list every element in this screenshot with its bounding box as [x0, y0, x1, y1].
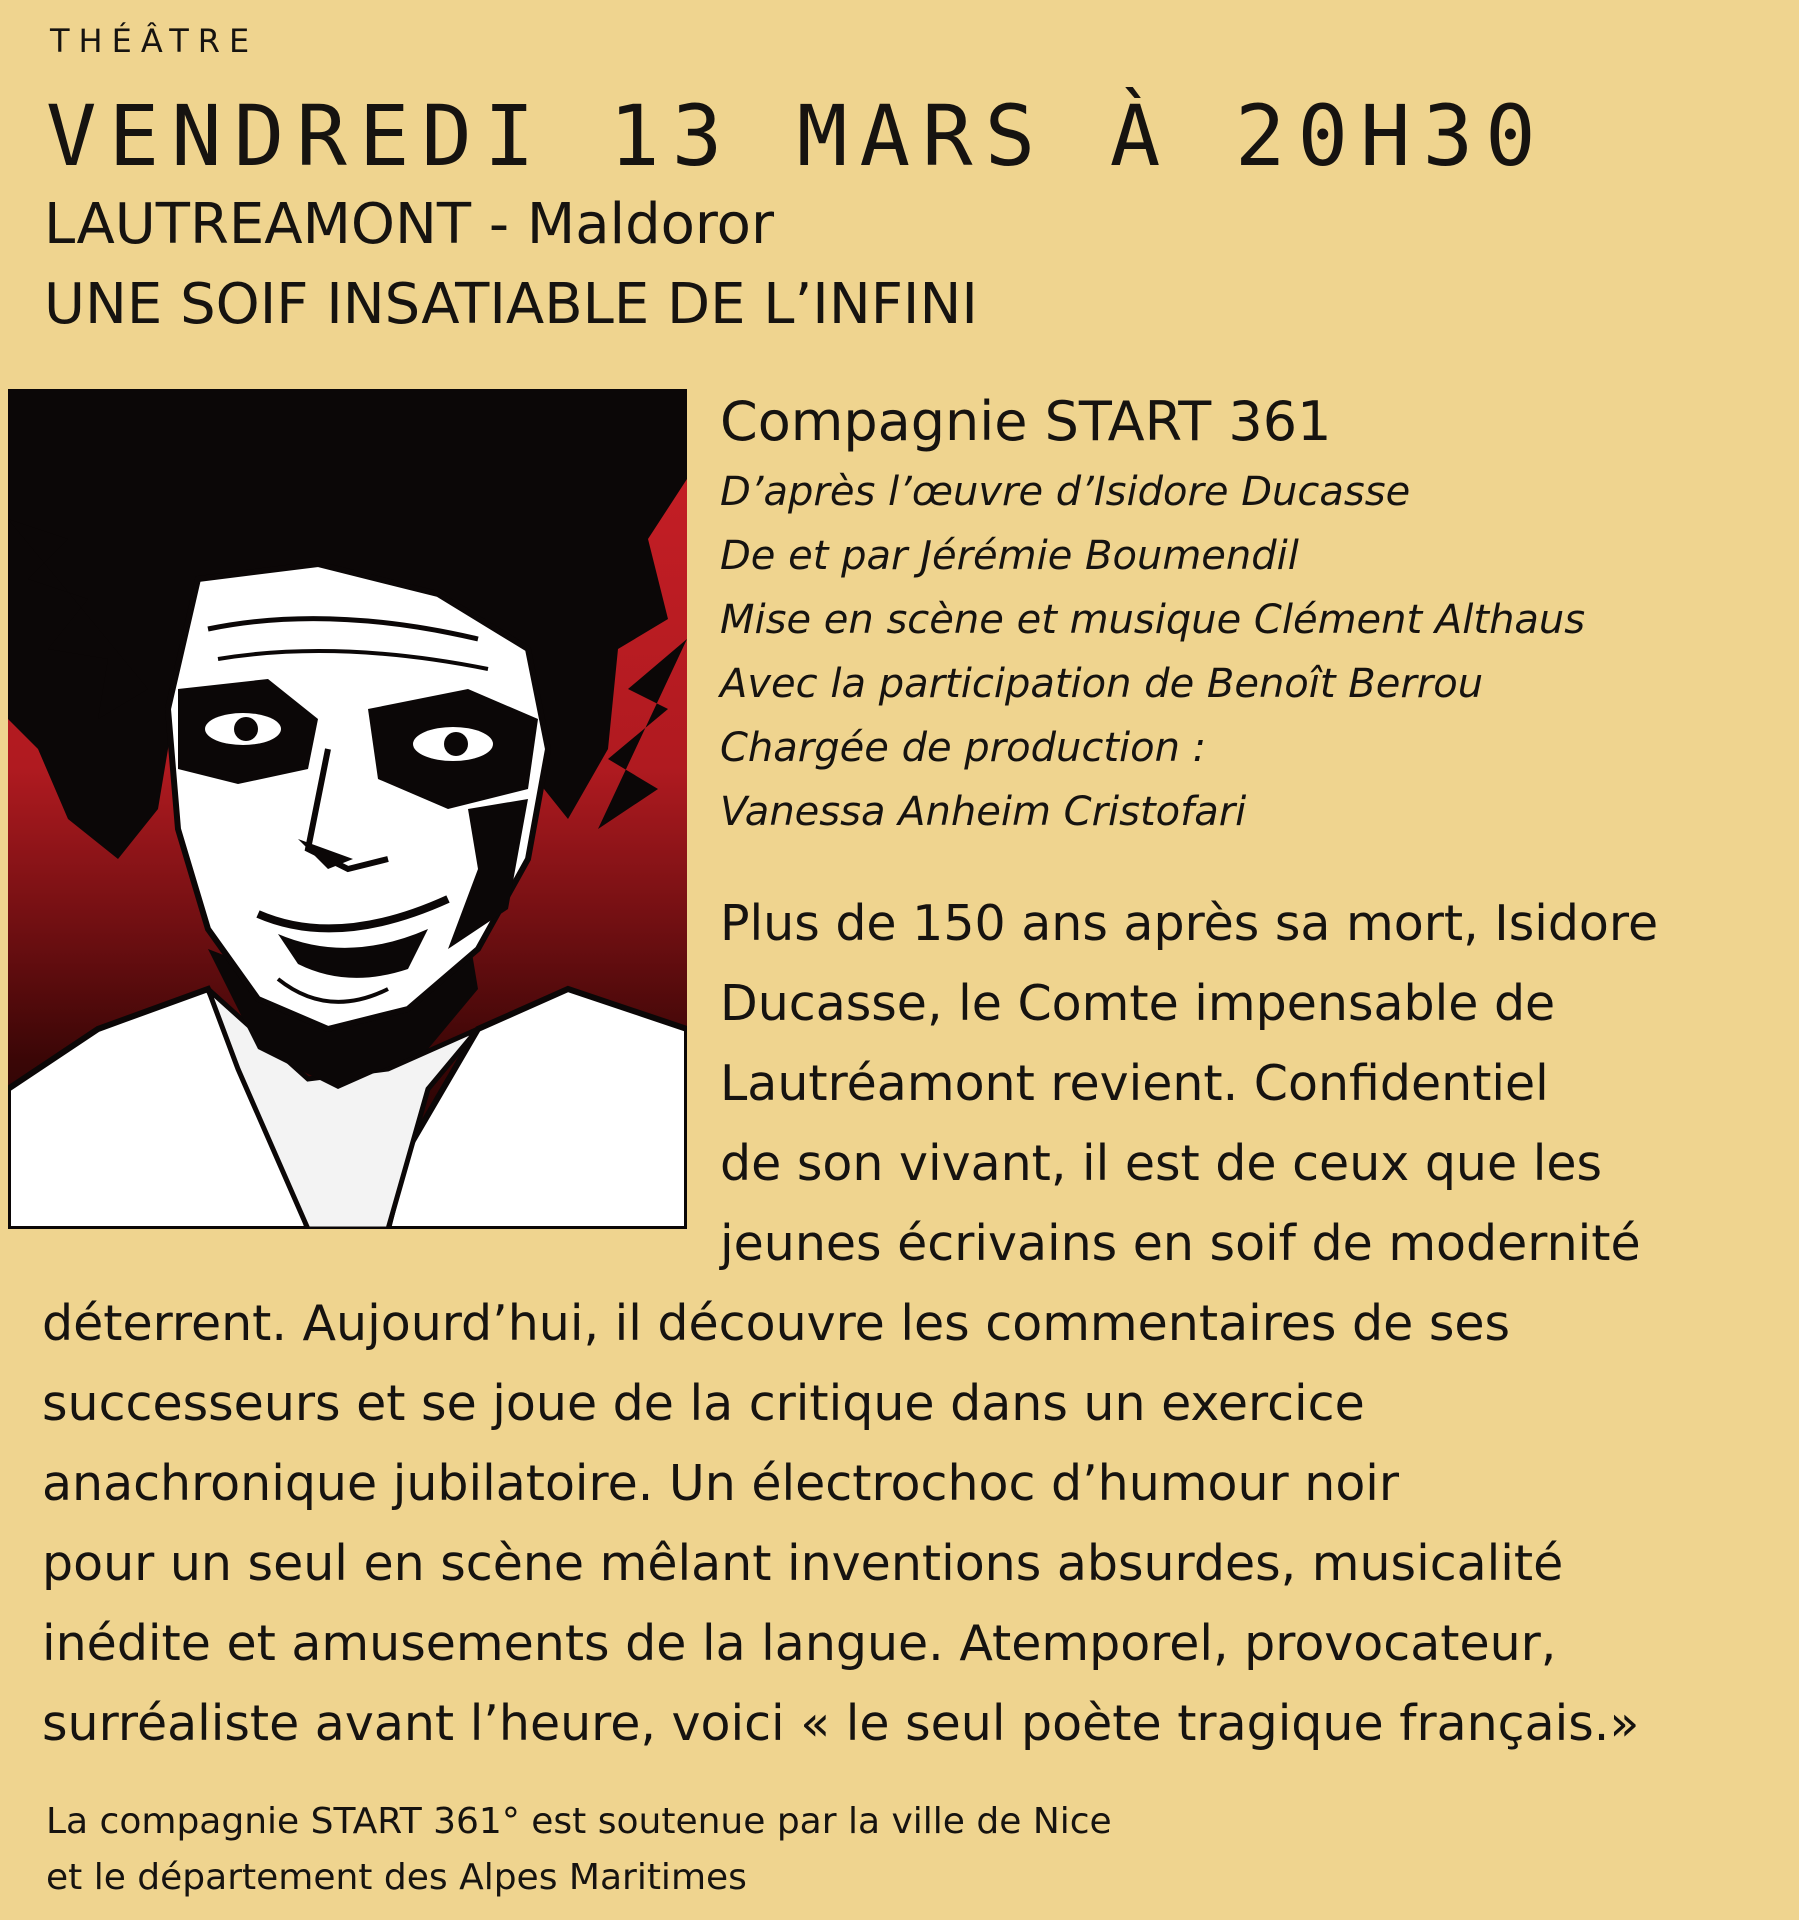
credits-list: [720, 460, 1585, 844]
description-line: déterrent. Aujourd’hui, il découvre les commentaires de ses: [42, 1295, 1511, 1352]
description-line: Lautréamont revient. Confidentiel: [720, 1055, 1549, 1112]
description-line: inédite et amusements de la langue. Atemporel, provocateur,: [42, 1615, 1557, 1672]
category-label: THÉÂTRE: [50, 22, 259, 60]
description-line: de son vivant, il est de ceux que les: [720, 1135, 1602, 1192]
credit-line: Mise en scène et musique Clément Althaus: [720, 597, 1586, 643]
credit-line: Chargée de production :: [720, 725, 1207, 771]
credit-line: Vanessa Anheim Cristofari: [720, 789, 1247, 835]
description-line: Ducasse, le Comte impensable de: [720, 975, 1556, 1032]
sponsor-line: et le département des Alpes Maritimes: [46, 1857, 747, 1898]
description-line: jeunes écrivains en soif de modernité: [720, 1215, 1641, 1272]
show-subtitle: UNE SOIF INSATIABLE DE L’INFINI: [44, 272, 978, 337]
description-line: successeurs et se joue de la critique dans un exercice: [42, 1375, 1365, 1432]
sponsor-note: [46, 1794, 1112, 1906]
maldoror-portrait-illustration: [8, 389, 687, 1229]
credit-line: Avec la participation de Benoît Berrou: [720, 661, 1484, 707]
description-line: surréaliste avant l’heure, voici « le seul poète tragique français.»: [42, 1695, 1640, 1752]
description-beside-image: [720, 884, 1658, 1284]
portrait-icon: [8, 389, 687, 1229]
credit-line: D’après l’œuvre d’Isidore Ducasse: [720, 469, 1411, 515]
show-title: LAUTREAMONT - Maldoror: [44, 192, 774, 257]
description-line: Plus de 150 ans après sa mort, Isidore: [720, 895, 1659, 952]
credit-line: De et par Jérémie Boumendil: [720, 533, 1299, 579]
company-name: Compagnie START 361: [720, 390, 1332, 453]
description-line: pour un seul en scène mêlant inventions absurdes, musicalité: [42, 1535, 1564, 1592]
description-full-width: [42, 1284, 1639, 1764]
description-line: anachronique jubilatoire. Un électrochoc d’humour noir: [42, 1455, 1400, 1512]
event-date: VENDREDI 13 MARS À 20H30: [46, 87, 1548, 185]
sponsor-line: La compagnie START 361° est soutenue par la ville de Nice: [46, 1801, 1112, 1842]
